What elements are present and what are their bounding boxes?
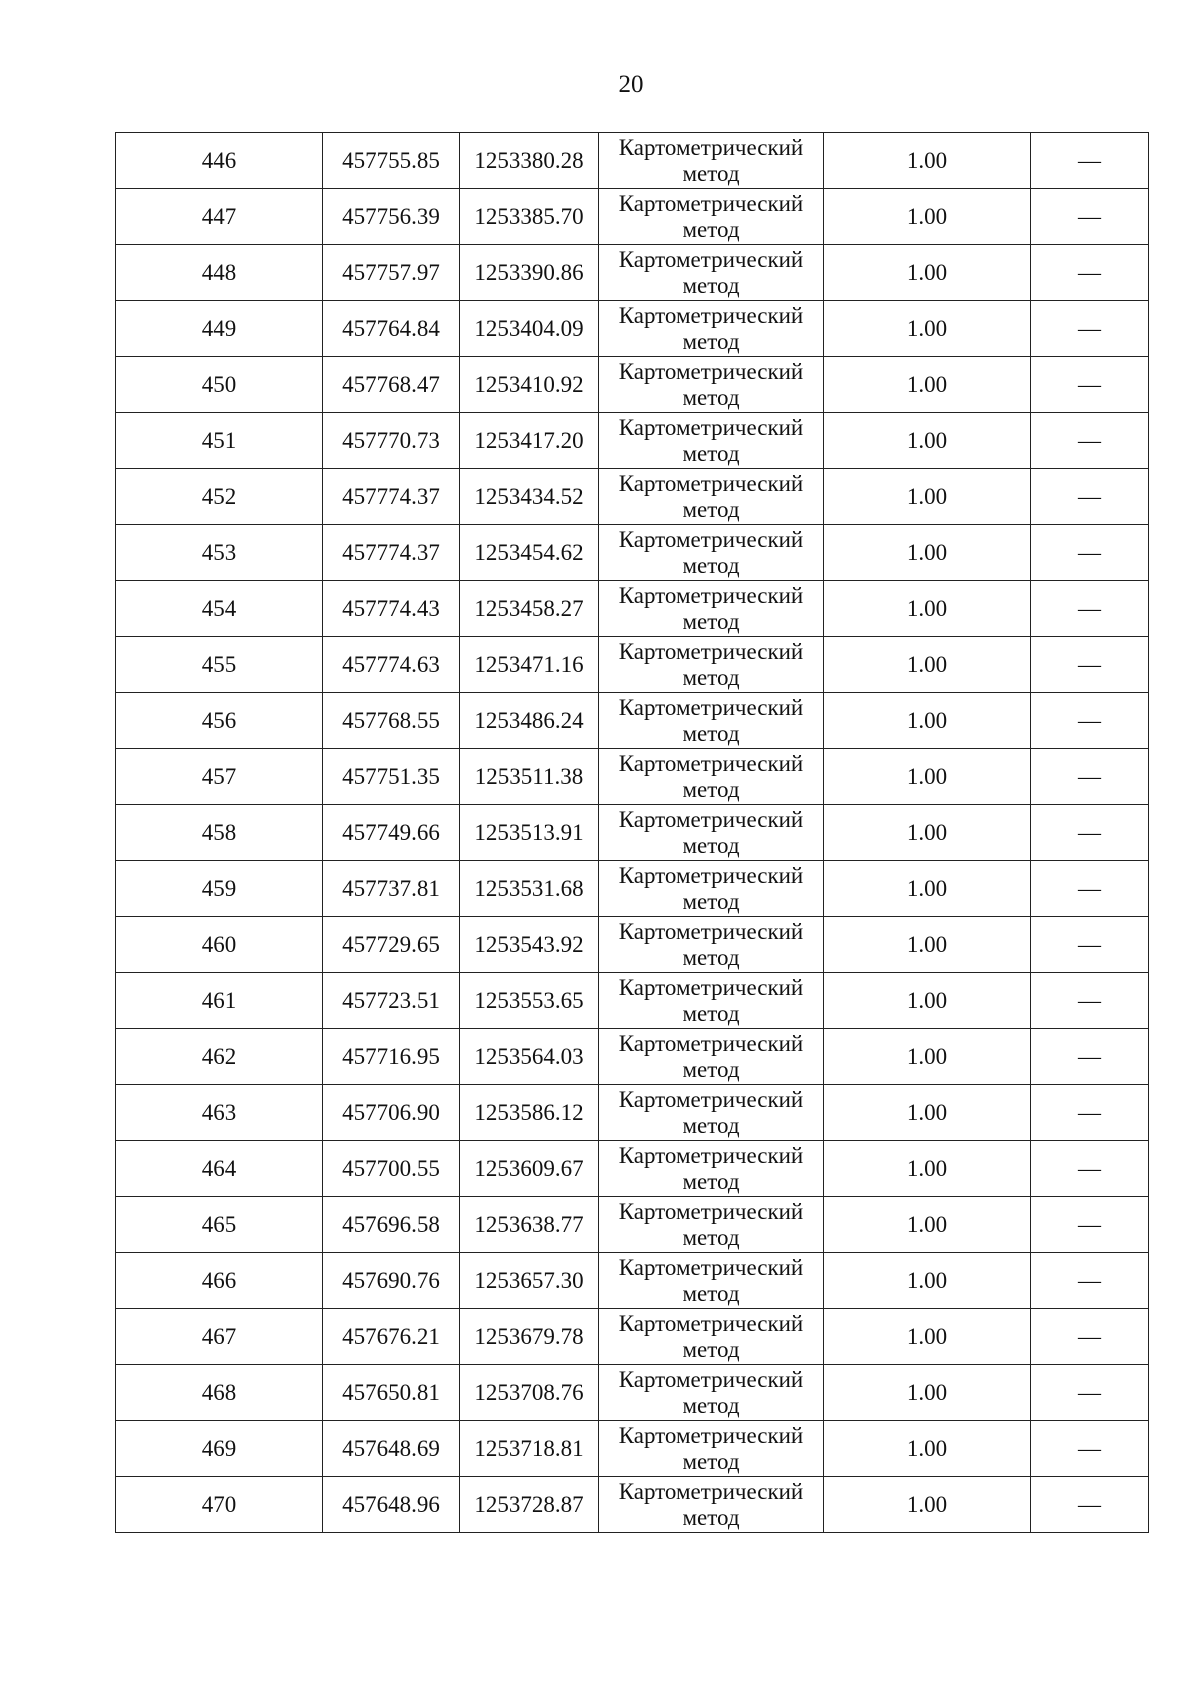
y-coordinate-cell: 1253638.77 — [460, 1197, 599, 1253]
method-line-2: метод — [682, 1112, 740, 1138]
x-coordinate-cell: 457749.66 — [323, 805, 460, 861]
y-coordinate-cell: 1253553.65 — [460, 973, 599, 1029]
y-coordinate-cell: 1253404.09 — [460, 301, 599, 357]
method-line-1: Картометрический — [618, 1254, 804, 1280]
method-cell — [599, 693, 824, 749]
y-coordinate-cell: 1253609.67 — [460, 1141, 599, 1197]
method-line-2: метод — [682, 1224, 740, 1250]
table-row — [116, 413, 1149, 469]
method-line-1: Картометрический — [618, 1310, 804, 1336]
point-number-cell: 467 — [116, 1309, 323, 1365]
point-number-cell: 457 — [116, 749, 323, 805]
accuracy-cell: 1.00 — [824, 973, 1031, 1029]
method-line-2: метод — [682, 216, 740, 242]
method-cell — [599, 1309, 824, 1365]
table-row — [116, 1477, 1149, 1533]
note-cell: — — [1031, 637, 1149, 693]
method-line-2: метод — [682, 1336, 740, 1362]
page-number: 20 — [618, 71, 644, 98]
table-body — [116, 133, 1149, 1533]
method-line-2: метод — [682, 384, 740, 410]
point-number-cell: 453 — [116, 525, 323, 581]
table-row — [116, 1365, 1149, 1421]
method-cell — [599, 469, 824, 525]
method-line-2: метод — [682, 440, 740, 466]
point-number-cell: 461 — [116, 973, 323, 1029]
method-cell — [599, 1085, 824, 1141]
method-line-2: метод — [682, 608, 740, 634]
note-cell: — — [1031, 749, 1149, 805]
table-row — [116, 749, 1149, 805]
method-line-2: метод — [682, 272, 740, 298]
method-line-1: Картометрический — [618, 1478, 804, 1504]
x-coordinate-cell: 457696.58 — [323, 1197, 460, 1253]
y-coordinate-cell: 1253410.92 — [460, 357, 599, 413]
method-line-1: Картометрический — [618, 862, 804, 888]
accuracy-cell: 1.00 — [824, 805, 1031, 861]
method-cell — [599, 1421, 824, 1477]
x-coordinate-cell: 457648.69 — [323, 1421, 460, 1477]
accuracy-cell: 1.00 — [824, 301, 1031, 357]
method-line-2: метод — [682, 832, 740, 858]
method-cell — [599, 973, 824, 1029]
point-number-cell: 460 — [116, 917, 323, 973]
method-line-1: Картометрический — [618, 1198, 804, 1224]
note-cell: — — [1031, 357, 1149, 413]
method-cell — [599, 245, 824, 301]
point-number-cell: 462 — [116, 1029, 323, 1085]
point-number-cell: 447 — [116, 189, 323, 245]
accuracy-cell: 1.00 — [824, 749, 1031, 805]
y-coordinate-cell: 1253390.86 — [460, 245, 599, 301]
table-row — [116, 805, 1149, 861]
method-line-1: Картометрический — [618, 638, 804, 664]
x-coordinate-cell: 457757.97 — [323, 245, 460, 301]
method-line-1: Картометрический — [618, 694, 804, 720]
note-cell: — — [1031, 1365, 1149, 1421]
x-coordinate-cell: 457770.73 — [323, 413, 460, 469]
x-coordinate-cell: 457751.35 — [323, 749, 460, 805]
method-line-2: метод — [682, 1392, 740, 1418]
table-row — [116, 861, 1149, 917]
point-number-cell: 470 — [116, 1477, 323, 1533]
method-cell — [599, 413, 824, 469]
method-cell — [599, 1253, 824, 1309]
x-coordinate-cell: 457648.96 — [323, 1477, 460, 1533]
method-cell — [599, 861, 824, 917]
method-cell — [599, 133, 824, 189]
y-coordinate-cell: 1253564.03 — [460, 1029, 599, 1085]
x-coordinate-cell: 457690.76 — [323, 1253, 460, 1309]
x-coordinate-cell: 457764.84 — [323, 301, 460, 357]
point-number-cell: 448 — [116, 245, 323, 301]
y-coordinate-cell: 1253454.62 — [460, 525, 599, 581]
note-cell: — — [1031, 917, 1149, 973]
point-number-cell: 469 — [116, 1421, 323, 1477]
method-line-1: Картометрический — [618, 918, 804, 944]
x-coordinate-cell: 457729.65 — [323, 917, 460, 973]
method-line-2: метод — [682, 1168, 740, 1194]
accuracy-cell: 1.00 — [824, 581, 1031, 637]
table-row — [116, 1421, 1149, 1477]
y-coordinate-cell: 1253458.27 — [460, 581, 599, 637]
x-coordinate-cell: 457774.37 — [323, 469, 460, 525]
table-row — [116, 917, 1149, 973]
table-row — [116, 693, 1149, 749]
table-row — [116, 1029, 1149, 1085]
method-line-1: Картометрический — [618, 190, 804, 216]
y-coordinate-cell: 1253718.81 — [460, 1421, 599, 1477]
x-coordinate-cell: 457706.90 — [323, 1085, 460, 1141]
method-cell — [599, 1365, 824, 1421]
table-row — [116, 469, 1149, 525]
x-coordinate-cell: 457676.21 — [323, 1309, 460, 1365]
method-cell — [599, 1197, 824, 1253]
note-cell: — — [1031, 1477, 1149, 1533]
table-row — [116, 525, 1149, 581]
accuracy-cell: 1.00 — [824, 189, 1031, 245]
method-line-1: Картометрический — [618, 1142, 804, 1168]
method-line-2: метод — [682, 1504, 740, 1530]
y-coordinate-cell: 1253657.30 — [460, 1253, 599, 1309]
note-cell: — — [1031, 413, 1149, 469]
note-cell: — — [1031, 1085, 1149, 1141]
accuracy-cell: 1.00 — [824, 1029, 1031, 1085]
y-coordinate-cell: 1253708.76 — [460, 1365, 599, 1421]
x-coordinate-cell: 457756.39 — [323, 189, 460, 245]
point-number-cell: 465 — [116, 1197, 323, 1253]
point-number-cell: 455 — [116, 637, 323, 693]
method-cell — [599, 805, 824, 861]
point-number-cell: 458 — [116, 805, 323, 861]
accuracy-cell: 1.00 — [824, 1197, 1031, 1253]
note-cell: — — [1031, 1029, 1149, 1085]
y-coordinate-cell: 1253471.16 — [460, 637, 599, 693]
accuracy-cell: 1.00 — [824, 357, 1031, 413]
note-cell: — — [1031, 469, 1149, 525]
x-coordinate-cell: 457768.47 — [323, 357, 460, 413]
y-coordinate-cell: 1253380.28 — [460, 133, 599, 189]
point-number-cell: 468 — [116, 1365, 323, 1421]
method-line-1: Картометрический — [618, 302, 804, 328]
method-line-2: метод — [682, 1280, 740, 1306]
method-cell — [599, 1029, 824, 1085]
method-cell — [599, 525, 824, 581]
accuracy-cell: 1.00 — [824, 245, 1031, 301]
point-number-cell: 451 — [116, 413, 323, 469]
point-number-cell: 459 — [116, 861, 323, 917]
accuracy-cell: 1.00 — [824, 1253, 1031, 1309]
note-cell: — — [1031, 1253, 1149, 1309]
method-cell — [599, 917, 824, 973]
y-coordinate-cell: 1253486.24 — [460, 693, 599, 749]
table-row — [116, 1197, 1149, 1253]
y-coordinate-cell: 1253511.38 — [460, 749, 599, 805]
note-cell: — — [1031, 805, 1149, 861]
point-number-cell: 466 — [116, 1253, 323, 1309]
table-row — [116, 301, 1149, 357]
accuracy-cell: 1.00 — [824, 1421, 1031, 1477]
method-line-1: Картометрический — [618, 470, 804, 496]
table-row — [116, 133, 1149, 189]
method-cell — [599, 749, 824, 805]
method-line-2: метод — [682, 776, 740, 802]
x-coordinate-cell: 457755.85 — [323, 133, 460, 189]
method-line-2: метод — [682, 1000, 740, 1026]
method-line-1: Картометрический — [618, 526, 804, 552]
table-row — [116, 357, 1149, 413]
accuracy-cell: 1.00 — [824, 1365, 1031, 1421]
x-coordinate-cell: 457723.51 — [323, 973, 460, 1029]
method-line-2: метод — [682, 944, 740, 970]
note-cell: — — [1031, 525, 1149, 581]
method-line-2: метод — [682, 552, 740, 578]
method-line-2: метод — [682, 1448, 740, 1474]
accuracy-cell: 1.00 — [824, 861, 1031, 917]
accuracy-cell: 1.00 — [824, 525, 1031, 581]
note-cell: — — [1031, 133, 1149, 189]
point-number-cell: 464 — [116, 1141, 323, 1197]
x-coordinate-cell: 457774.63 — [323, 637, 460, 693]
note-cell: — — [1031, 581, 1149, 637]
x-coordinate-cell: 457650.81 — [323, 1365, 460, 1421]
y-coordinate-cell: 1253385.70 — [460, 189, 599, 245]
method-line-1: Картометрический — [618, 358, 804, 384]
method-line-1: Картометрический — [618, 1030, 804, 1056]
coordinates-table — [115, 132, 1149, 1533]
method-line-1: Картометрический — [618, 1366, 804, 1392]
method-line-2: метод — [682, 160, 740, 186]
point-number-cell: 452 — [116, 469, 323, 525]
accuracy-cell: 1.00 — [824, 469, 1031, 525]
method-cell — [599, 637, 824, 693]
point-number-cell: 449 — [116, 301, 323, 357]
table-row — [116, 1085, 1149, 1141]
table-row — [116, 637, 1149, 693]
note-cell: — — [1031, 1197, 1149, 1253]
accuracy-cell: 1.00 — [824, 917, 1031, 973]
note-cell: — — [1031, 1421, 1149, 1477]
table-row — [116, 1141, 1149, 1197]
accuracy-cell: 1.00 — [824, 133, 1031, 189]
accuracy-cell: 1.00 — [824, 1477, 1031, 1533]
method-line-1: Картометрический — [618, 582, 804, 608]
accuracy-cell: 1.00 — [824, 637, 1031, 693]
method-line-1: Картометрический — [618, 1086, 804, 1112]
accuracy-cell: 1.00 — [824, 1309, 1031, 1365]
note-cell: — — [1031, 301, 1149, 357]
method-cell — [599, 189, 824, 245]
method-line-1: Картометрический — [618, 750, 804, 776]
note-cell: — — [1031, 693, 1149, 749]
y-coordinate-cell: 1253679.78 — [460, 1309, 599, 1365]
method-line-2: метод — [682, 328, 740, 354]
note-cell: — — [1031, 973, 1149, 1029]
note-cell: — — [1031, 1309, 1149, 1365]
accuracy-cell: 1.00 — [824, 693, 1031, 749]
method-cell — [599, 581, 824, 637]
method-line-1: Картометрический — [618, 134, 804, 160]
accuracy-cell: 1.00 — [824, 1085, 1031, 1141]
note-cell: — — [1031, 861, 1149, 917]
y-coordinate-cell: 1253417.20 — [460, 413, 599, 469]
table-row — [116, 1309, 1149, 1365]
table-row — [116, 1253, 1149, 1309]
table-row — [116, 245, 1149, 301]
point-number-cell: 446 — [116, 133, 323, 189]
y-coordinate-cell: 1253531.68 — [460, 861, 599, 917]
method-line-2: метод — [682, 1056, 740, 1082]
x-coordinate-cell: 457716.95 — [323, 1029, 460, 1085]
method-cell — [599, 1141, 824, 1197]
y-coordinate-cell: 1253586.12 — [460, 1085, 599, 1141]
y-coordinate-cell: 1253434.52 — [460, 469, 599, 525]
x-coordinate-cell: 457768.55 — [323, 693, 460, 749]
point-number-cell: 454 — [116, 581, 323, 637]
x-coordinate-cell: 457737.81 — [323, 861, 460, 917]
method-line-2: метод — [682, 664, 740, 690]
y-coordinate-cell: 1253543.92 — [460, 917, 599, 973]
x-coordinate-cell: 457774.37 — [323, 525, 460, 581]
accuracy-cell: 1.00 — [824, 1141, 1031, 1197]
point-number-cell: 450 — [116, 357, 323, 413]
table-row — [116, 189, 1149, 245]
method-line-1: Картометрический — [618, 806, 804, 832]
accuracy-cell: 1.00 — [824, 413, 1031, 469]
table-row — [116, 581, 1149, 637]
note-cell: — — [1031, 245, 1149, 301]
method-line-1: Картометрический — [618, 246, 804, 272]
method-line-2: метод — [682, 888, 740, 914]
x-coordinate-cell: 457774.43 — [323, 581, 460, 637]
table-row — [116, 973, 1149, 1029]
method-line-1: Картометрический — [618, 974, 804, 1000]
y-coordinate-cell: 1253513.91 — [460, 805, 599, 861]
method-cell — [599, 357, 824, 413]
method-cell — [599, 301, 824, 357]
method-line-1: Картометрический — [618, 1422, 804, 1448]
x-coordinate-cell: 457700.55 — [323, 1141, 460, 1197]
note-cell: — — [1031, 189, 1149, 245]
y-coordinate-cell: 1253728.87 — [460, 1477, 599, 1533]
point-number-cell: 456 — [116, 693, 323, 749]
method-line-2: метод — [682, 496, 740, 522]
point-number-cell: 463 — [116, 1085, 323, 1141]
method-cell — [599, 1477, 824, 1533]
method-line-2: метод — [682, 720, 740, 746]
method-line-1: Картометрический — [618, 414, 804, 440]
note-cell: — — [1031, 1141, 1149, 1197]
